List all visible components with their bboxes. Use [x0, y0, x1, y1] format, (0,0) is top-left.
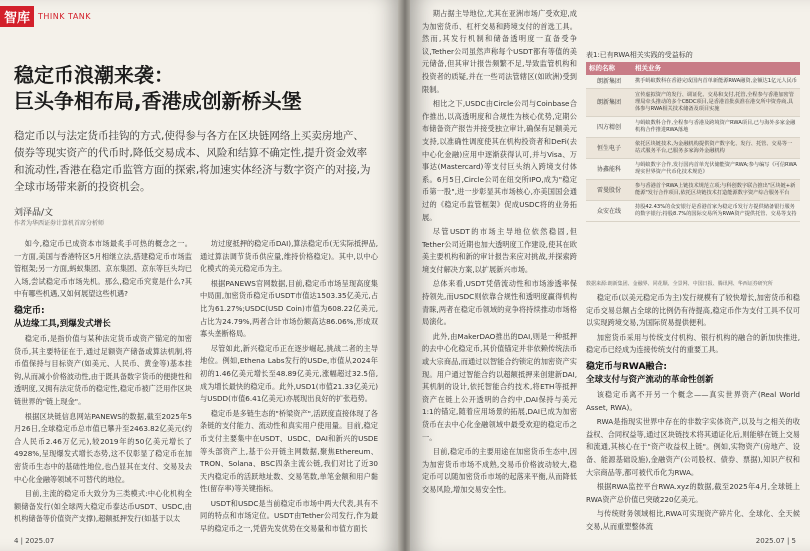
table-cell-desc: 依托区块链技术,为金融机构提供资产数字化、发行、托管、交易等一站式服务平台,已服务多家海外金融机构: [632, 138, 800, 159]
table-cell-name: 四方精创: [586, 117, 632, 138]
table-row: [586, 138, 800, 159]
table-cell-desc: 与蚂蚁数科合作,全程参与香港及跨境资产RWA项目,已与海外多家金融机构合作推进RWA落地: [632, 117, 800, 138]
left-page: [0, 0, 400, 551]
table-cell-desc: 携手蚂蚁数科在香港完成国内首单新能源RWA融资,金额达1亿元人民币: [632, 75, 800, 89]
table-title: 表1:已有RWA相关实践的受益标的: [586, 51, 693, 59]
paragraph: 此外,由MakerDAO推出的DAI,则是一种抵押的去中心化稳定币,其价值锚定并非依赖传统法币或大宗商品,而通过以智能合约锁定的加密资产实现。用户通过智能合约以超额抵押来创建新DAI,其机制的设计,依托智能合约技术,将ETH等抵押资产在链上公开透明的合约中,DAI保持与美元1:1的锚定,随着应用场景的拓展,DAI已成为加密货币在去中心化金融领域中最受欢迎的稳定币之一。: [422, 331, 577, 442]
right-column-1: [422, 8, 577, 533]
lead-paragraph: 稳定币以与法定货币挂钩的方式,使得参与各方在区块链网络上买卖房地产、债券等现实资产的代币时,降低交易成本、风险和结算不确定性,提升资金效率和流动性,香港在稳定币监管方面的探索,将加速实体经济与数字资产的对接,为全球市场带来新的投资机会。: [14, 130, 371, 193]
headline-line-1: 稳定币浪潮来袭：: [14, 63, 174, 87]
subheading-2: 从边缘工具,到爆发式增长: [14, 318, 111, 329]
subheading: 稳定币:: [14, 305, 45, 316]
table-cell-name: 朗新集团: [586, 75, 632, 89]
paragraph: 根据PANEWS官网数据,目前,稳定币市场呈现高度集中局面,加密货币稳定币USDT市值达1503.35亿美元,占比为61.27%;USDC(USD Coin)市值为608.22亿美元,占比为24.79%,两者合计市场份额高达86.06%,形成双寡头垄断格局。: [200, 278, 378, 339]
table-row: [586, 201, 800, 222]
paragraph: 相比之下,USDC由Circle公司与Coinbase合作推出,以高透明度和合规性为核心优势,定期公布储备资产报告并接受独立审计,确保有足额美元支持,以准确性调度使其在机构投资者和DeFi(去中心化金融)应用中逐渐获得认可,并与Visa、万事达(Mastercard)等支付巨头纳入跨境支付体系。6月5日,Circle公司在纽交所IPO,成为"稳定币第一股",进一步彰显其市场核心,亦美国国会通过的《稳定币监管框架》促成USDC将的业务拓展。: [422, 99, 577, 222]
paragraph: 该稳定币离不开另一个概念——真实世界资产(Real World Asset, RWA)。: [586, 389, 800, 412]
paragraph: 根据RWA监控平台RWA.xyz的数据,截至2025年4月,全球链上RWA资产总价值已突破220亿美元。: [586, 482, 800, 504]
table-source: 数据来源:朗新集团、金融界、同花顺、全景网、中国日报、腾讯网、华西证券研究所: [586, 281, 773, 287]
rwa-table: [586, 62, 800, 222]
table-cell-name: 雷曼股份: [586, 180, 632, 201]
table-row: [586, 117, 800, 138]
right-column-2: [586, 292, 800, 532]
paragraph: 期占据主导地位,尤其在亚洲市场广受欢迎,成为加密货币、杠杆交易和跨境支付的首选工具。然而,其发行机制和储备透明度一直备受争议,Tether公司虽然声称每个USDT都有等值的美元储备,但其审计报告频繁不足,导致监管机构和投资者的质疑,并在一些司法管辖区(如欧洲)受到限制。: [422, 9, 577, 94]
page-number-left: 4 | 2025.07: [14, 537, 55, 545]
paragraph: 尽管USDT的市场主导地位依然稳固,但Tether公司近期也加大透明度工作建设,使其在欧美主要机构和新的审计报告来应对挑战,并探索跨境支付解决方案,以扩展新兴市场。: [422, 227, 577, 274]
paragraph: 稳定币是多链生态的"桥梁资产",活跃度直接体现了各条链的支付能力、流动性和真实用户使用量。目前,稳定币支付主要集中在USDT、USDC、DAI和新兴的USDE等头部资产上,基于公开链主网数据,聚焦Ethereum、TRON、Solana、BSC四条主流公链,我们对比了近30天内稳定币的活跃地址数、交易笔数,单笔金额和用户黏性(留存率)等关键指标。: [200, 408, 378, 494]
table-cell-desc: 与蚂蚁数字合作,发行国内首单光伏储能资产RWA;参与编写《可信RWA现实世界资产代币化技术规范》: [632, 159, 800, 180]
table-row: [586, 89, 800, 117]
table-cell-name: 恒生电子: [586, 138, 632, 159]
paragraph: 根据区块链信息网站PANEWS的数据,截至2025年5月26日,全球稳定币总市值已攀升至2463.82亿美元(约合人民币2.46万亿元),较2019年的50亿美元增长了4928%,呈现爆发式增长态势,这不仅彰显了稳定币在加密货币生态中的基础性地位,也凸显其在支付、交易及去中心化金融等领域不可替代的地位。: [14, 411, 192, 484]
subheading: 稳定币与RWA融合:: [586, 361, 668, 372]
table-row: [586, 159, 800, 180]
table-header-row: [586, 62, 800, 75]
table-cell-desc: 宣传虚拟资产的发行、调证化、交易和支付,托管,全程参与香港加密管理局牵头推动的多个CBDC项目,是香港首批获准在港交所中资券商,具体参与RWA相关技术储备及项目实施: [632, 89, 800, 117]
table-cell-name: 朗新集团: [586, 89, 632, 117]
table-row: [586, 180, 800, 201]
table-cell-name: 众安在线: [586, 201, 632, 222]
table-cell-desc: 参与香港首个RWA上链技术规范立项;与科创数字联合推出"区块链+新能源"发行合作项目,依托区块链技术打造能源数字资产综合服务平台: [632, 180, 800, 201]
paragraph: 稳定币,是指价值与某种法定货币或资产锚定的加密货币,其主要特征在于,通过足额资产储备或算法机制,将币值保持与目标资产(如美元、人民币、黄金等)基本挂钩,从而减小价格波动性,由于既具备数字货币的便捷性和透明度,又拥有法定货币的稳定性,稳定币被广泛用作区块链世界的"链上现金"。: [14, 333, 192, 406]
paragraph: 坊过度抵押的稳定币DAI),算法稳定币(无实际抵押品,通过算法调节货币供应量,维持价格稳定)。其中,以中心化模式的美元稳定币为主。: [200, 239, 378, 274]
paragraph: 稳定币(以美元稳定币为主)发行规模有了较快增长,加密货币和稳定币交易总额占全球的比例仍有待提高,稳定币作为支付工具不仅可以实现跨境交易,为国际贸易提供便利。: [586, 293, 800, 328]
paragraph: RWA是指现实世界中存在的非数字实体资产,以及与之相关的收益权、合同权益等,通过区块链技术将其通证化后,则能够在链上交易和流通,其核心在于"资产收益权上链"。例如,实物资产(房地产、设备、能源基础设施),金融资产(公司股权、债券、票据),知识产权和大宗商品等,都可被代币化为RWA。: [586, 417, 800, 477]
paragraph: 总体来看,USDT凭借流动性和市场渗透率保持领先,而USDC则依靠合规性和透明度赢得机构青睐,两者在稳定币领域的竞争将持续推动市场格局演化。: [422, 279, 577, 327]
section-label-en: THINK TANK: [38, 12, 92, 21]
column-header: 相关业务: [632, 62, 800, 75]
paragraph: USDT和USDC是当前稳定币市场中两大代表,具有不同的特点和市场定位。USDT由Tether公司发行,作为最早的稳定币之一,凭借先发优势在交易量和市值方面长: [200, 498, 378, 534]
headline-line-2: 巨头争相布局,香港成创新桥头堡: [14, 89, 302, 113]
paragraph: 尽管如此,新兴稳定币正在逐步崛起,挑战二者的主导地位。例如,Ethena Labs发行的USDe,市值从2024年初的1.46亿美元增长至48.89亿美元,涨幅超过32.5倍,成为增长最快的稳定币。此外,USD1(市值21.33亿美元)与USDD(市值6.41亿美元)亦展现出良好的扩张趋势。: [200, 343, 378, 404]
paragraph: 如今,稳定币已成资本市场最炙手可热的概念之一。一方面,美国与香港特区5月相继立法,搭建稳定币市场监管框架;另一方面,蚂蚁集团、京东集团、京东等巨头均已入场,尝试稳定币市场先机。那么,稳定币究竟是什么?其中有哪些机遇,又如何展望这些机遇?: [14, 239, 192, 299]
paragraph: 目前,主流的稳定币大致分为三类模式:中心化机构全额储备发行(如全球两大稳定币泰达币USDT、USDC,由机构储备等价值资产支撑),超额抵押发行(如基于以太: [14, 489, 192, 524]
column-header: 标的名称: [586, 62, 632, 75]
byline: 刘泽晶/文: [14, 208, 54, 218]
headline: [14, 62, 374, 114]
table-row: [586, 75, 800, 89]
section-label-cn: 智库: [0, 6, 34, 27]
paragraph: 与传统财务领域相比,RWA可实现资产碎片化、全球化、全天候交易,从而重塑整体流: [586, 509, 800, 531]
left-column-2: [200, 238, 378, 533]
author-note: 作者为华西证券计算机首席分析师: [14, 220, 105, 227]
section-tag: [0, 6, 91, 27]
table-cell-name: 协鑫能科: [586, 159, 632, 180]
subheading-2: 全球支付与资产流动的革命性创新: [586, 374, 714, 385]
paragraph: 加密货币采用与传统支付机构、银行机构的融合的新加快推进,稳定币已经成为连接传统支付的重要工具。: [586, 332, 800, 355]
table-cell-desc: 持股42.43%的众安银行是香港首家为稳定币发行方提供储备银行服务的数字银行;持股8.7%的国际交易所为RWA资产提供托管、交易等支持: [632, 201, 800, 222]
paragraph: 目前,稳定币的主要用途在加密货币生态中,因为加密货币市场不成熟,交易币价格波动较大,稳定币可以随加密货币市场的起落来平衡,从而降低交易风险,增加交易安全性。: [422, 447, 577, 494]
page-number-right: 2025.07 | 5: [755, 537, 796, 545]
left-column-1: [14, 238, 192, 533]
right-page: [410, 0, 810, 551]
